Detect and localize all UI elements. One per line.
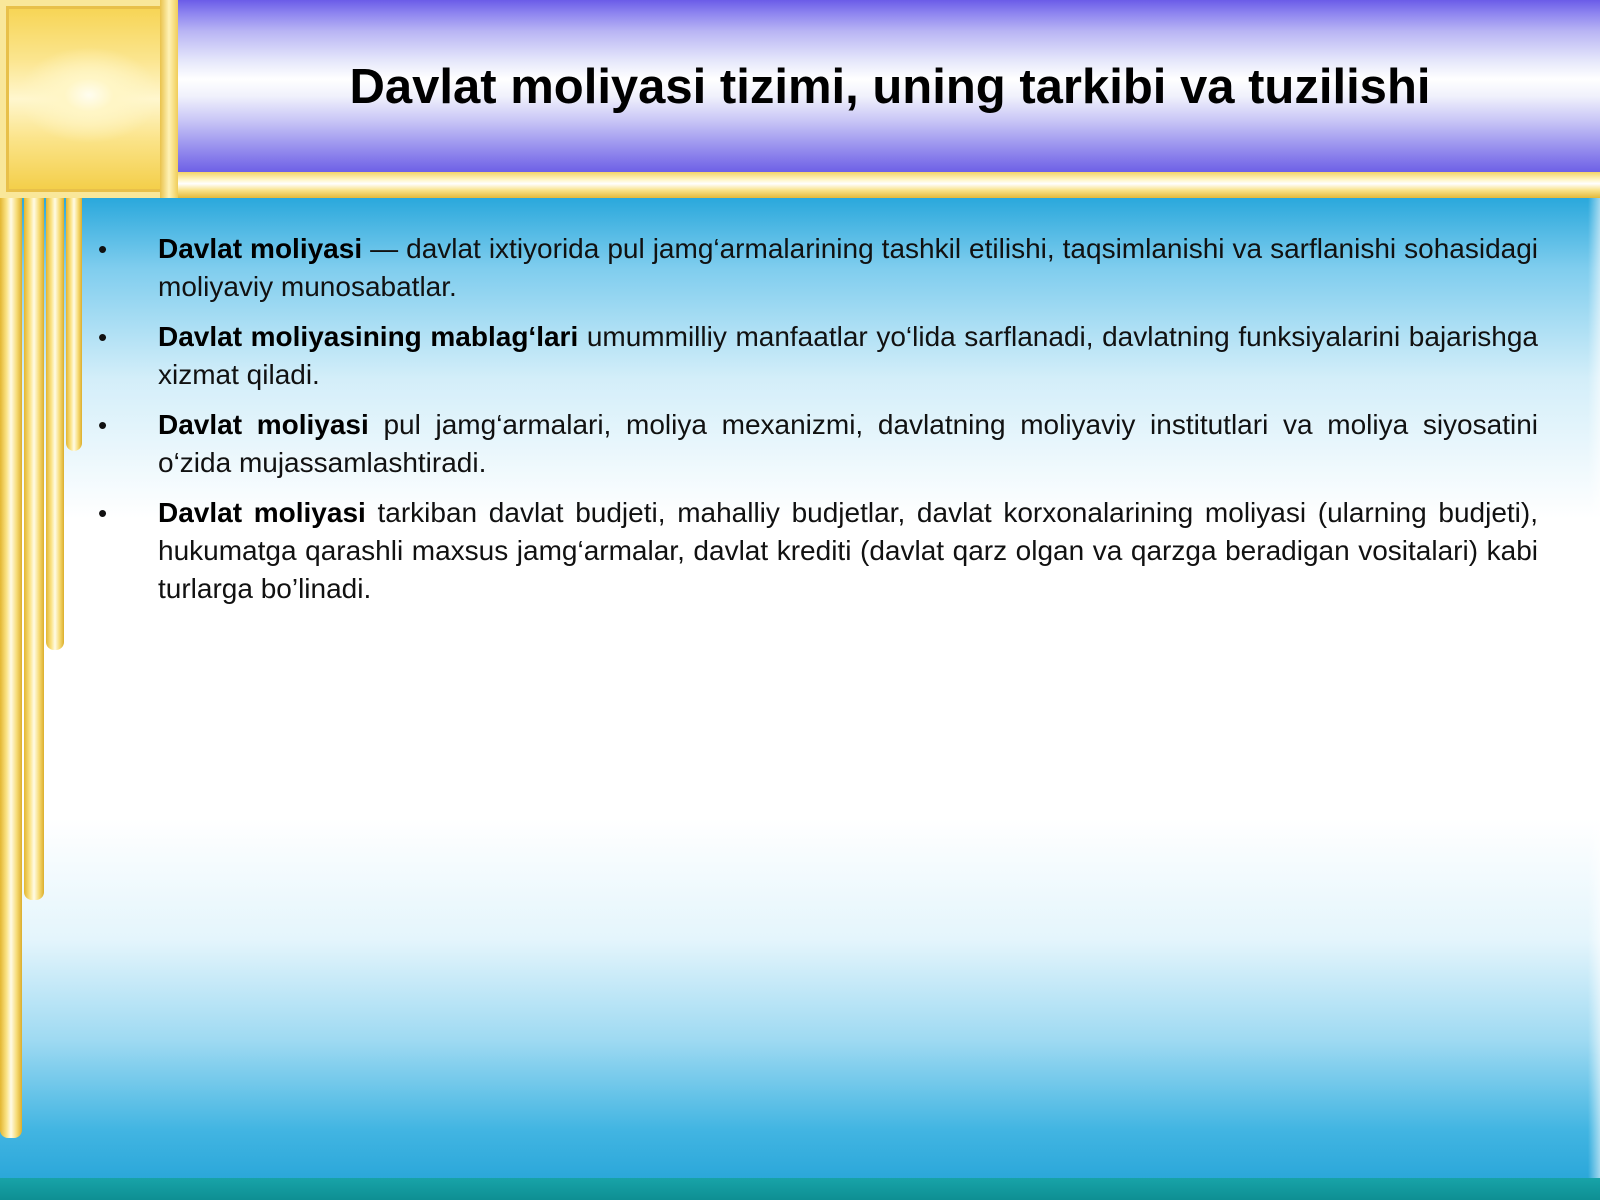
bullet-dot-icon: • (98, 410, 108, 440)
bullet-item (88, 406, 1538, 482)
bottom-strip (0, 1178, 1600, 1200)
bullet-item (88, 230, 1538, 306)
bullet-lead-term: Davlat moliyasi (158, 409, 369, 440)
bullet-text: pul jamg‘armalari, moliya mexanizmi, davlatning moliyaviy institutlari va moliya siyosatini o‘zida mujassamlashtiradi. (158, 409, 1538, 478)
bullet-item (88, 318, 1538, 394)
title-divider (0, 172, 1600, 198)
bullet-lead-term: Davlat moliyasi (158, 497, 366, 528)
gold-corner-ornament (0, 0, 178, 198)
gold-column-bar-1 (0, 198, 22, 1138)
bullet-dot-icon: • (98, 234, 108, 264)
slide-title: Davlat moliyasi tizimi, uning tarkibi va tuzilishi (349, 60, 1431, 114)
bullet-dot-icon: • (98, 498, 108, 528)
bullet-text: umummilliy manfaatlar yo‘lida sarflanadi, davlatning funksiyalarini bajarishga xizmat qiladi. (158, 321, 1539, 390)
gold-column-bar-2 (24, 198, 44, 900)
content-edge-highlight (1588, 198, 1600, 1200)
bullet-lead-term: Davlat moliyasi (158, 233, 363, 264)
bullet-list (88, 230, 1538, 620)
bullet-text: — davlat ixtiyorida pul jamg‘armalarining tashkil etilishi, taqsimlanishi va sarflanishi sohasidagi moliyaviy munosabatlar. (158, 233, 1539, 302)
bullet-dot-icon: • (98, 322, 108, 352)
bullet-item (88, 494, 1538, 608)
bullet-text: tarkiban davlat budjeti, mahalliy budjetlar, davlat korxonalarining moliyasi (ularning budjeti), hukumatga qarashli maxsus jamg‘armalar, davlat krediti (davlat qarz olgan va qarzga beradigan vositalari) kabi turlarga bo’linadi. (158, 497, 1539, 604)
gold-column-bar-3 (46, 198, 64, 650)
gold-corner-edge (160, 0, 178, 198)
bullet-lead-term: Davlat moliyasining mablag‘lari (158, 321, 579, 352)
gold-column-bar-4 (66, 198, 82, 451)
